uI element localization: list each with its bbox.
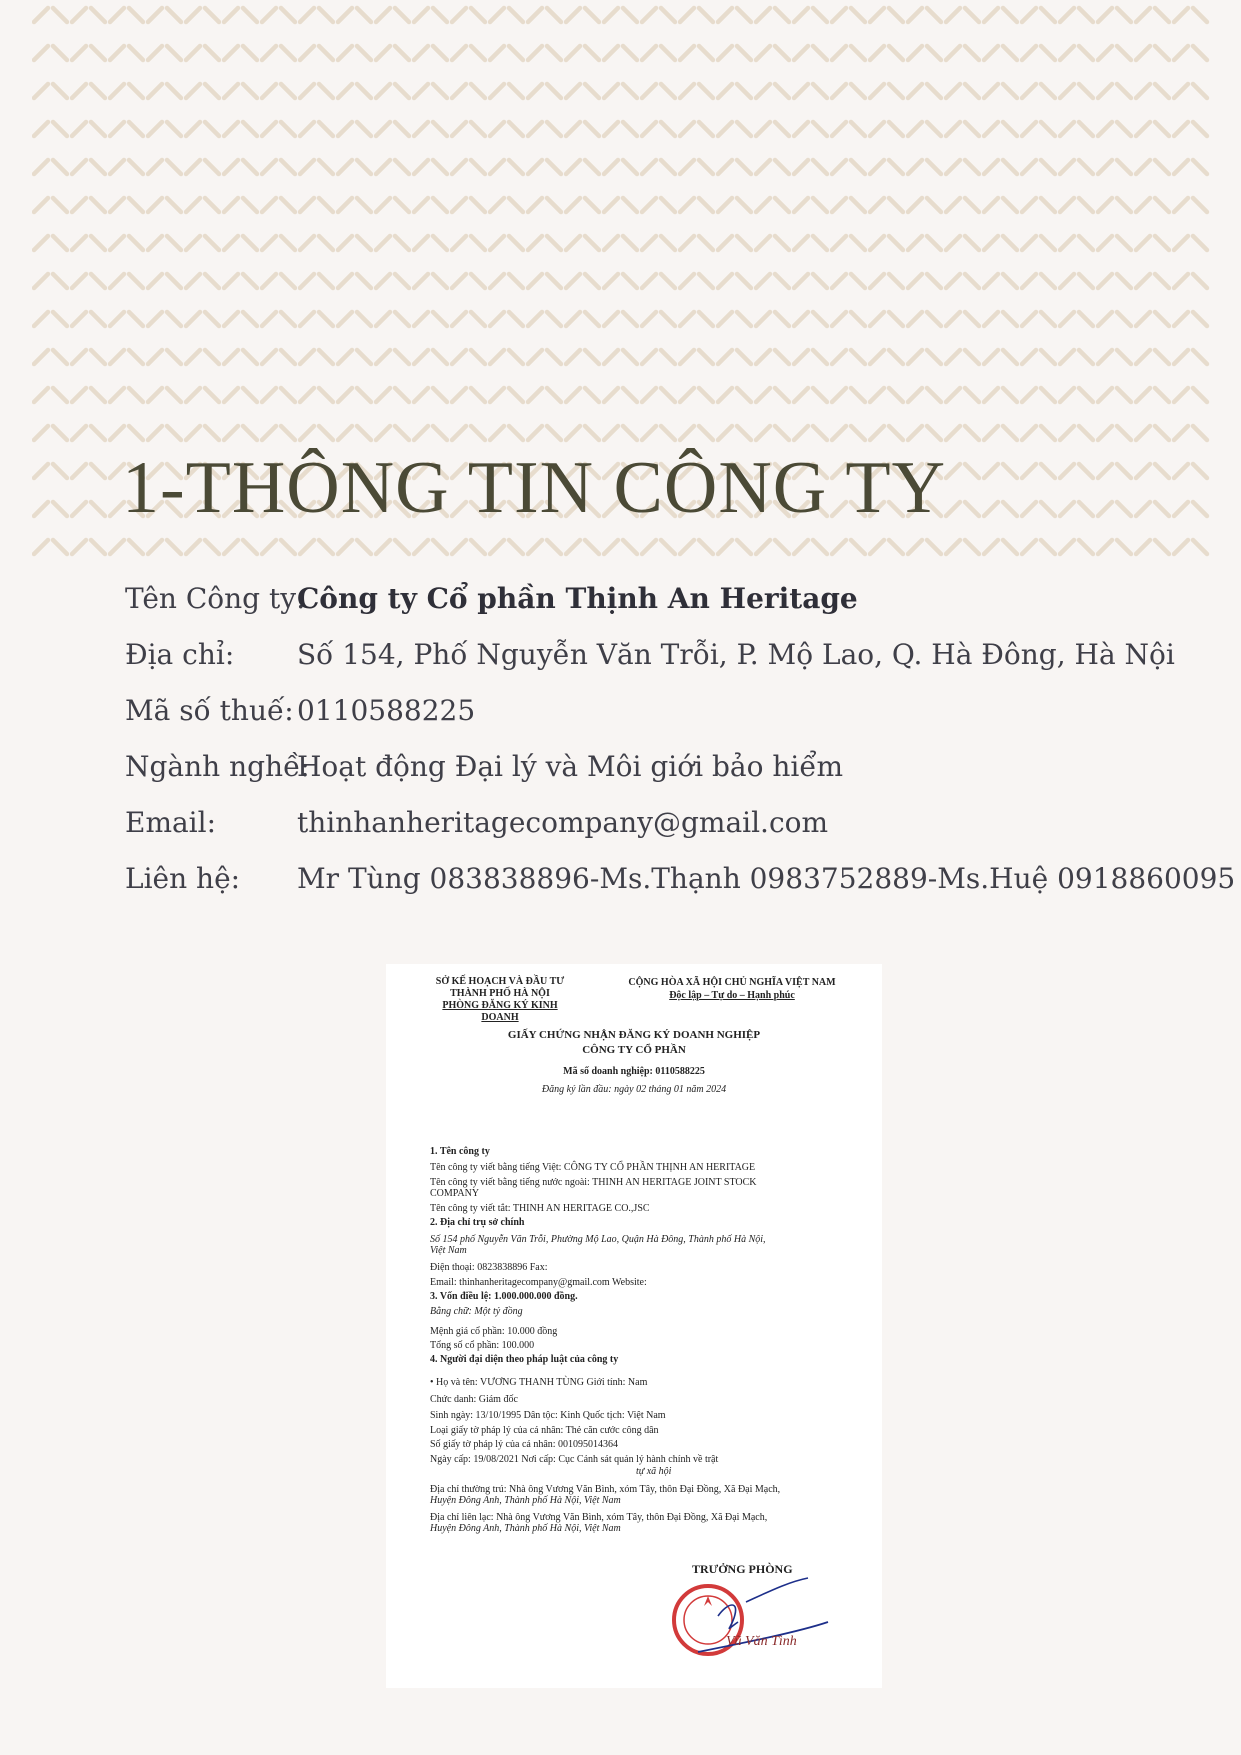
national-line: CỘNG HÒA XÃ HỘI CHỦ NGHĨA VIỆT NAM [628,977,836,988]
info-label: Mã số thuế: [125,693,294,727]
info-label: Tên Công ty: [125,581,306,615]
info-row-email [125,794,1225,850]
seal-signature-icon [668,1572,868,1672]
cert-line: Huyện Đông Anh, Thành phố Hà Nội, Việt Nam [430,1495,621,1506]
cert-line: Tổng số cổ phần: 100.000 [430,1340,535,1351]
national-line: Độc lập – Tự do – Hạnh phúc [669,990,795,1001]
cert-line: Loại giấy tờ pháp lý của cá nhân: Thẻ căn cước công dân [430,1425,659,1436]
cert-line: • Họ và tên: VƯƠNG THANH TÙNG Giới tính: Nam [430,1377,648,1388]
cert-line: Tên công ty viết bằng tiếng Việt: CÔNG TY CỔ PHẦN THỊNH AN HERITAGE [430,1162,756,1173]
certificate-issuer-header [430,976,570,1024]
title-line: CÔNG TY CỔ PHẦN [582,1044,686,1056]
info-row-company-name [125,570,1225,626]
info-label: Địa chỉ: [125,637,235,671]
cert-line: Số giấy tờ pháp lý của cá nhân: 001095014364 [430,1439,619,1450]
issuer-line: SỞ KẾ HOẠCH VÀ ĐẦU TƯ [435,976,565,987]
info-value: Mr Tùng 083838896-Ms.Thạnh 0983752889-Ms.Huệ 0918860095 [297,861,1236,895]
info-row-tax-code [125,682,1225,738]
cert-line: Chức danh: Giám đốc [430,1394,518,1405]
info-label: Liên hệ: [125,861,241,895]
info-row-industry [125,738,1225,794]
certificate-national-header [622,976,842,1002]
company-info [125,570,1236,906]
signer-title: TRƯỞNG PHÒNG [692,1562,793,1576]
cert-line: Tên công ty viết bằng tiếng nước ngoài: THINH AN HERITAGE JOINT STOCK [430,1177,757,1188]
cert-line: Tên công ty viết tắt: THINH AN HERITAGE CO.,JSC [430,1203,650,1214]
cert-line: Mệnh giá cổ phần: 10.000 đồng [430,1326,558,1337]
cert-line: Địa chỉ thường trú: Nhà ông Vương Văn Bình, xóm Tây, thôn Đại Đồng, Xã Đại Mạch, [430,1484,781,1495]
business-registration-certificate [386,964,882,1688]
cert-line: Bằng chữ: Một tỷ đồng [430,1306,523,1317]
cert-line: 2. Địa chỉ trụ sở chính [430,1217,525,1228]
cert-line: 1. Tên công ty [430,1146,490,1157]
cert-line: 4. Người đại diện theo pháp luật của công ty [430,1354,619,1365]
issuer-line: PHÒNG ĐĂNG KÝ KINH DOANH [442,1000,558,1023]
info-value: Công ty Cổ phần Thịnh An Heritage [297,581,858,615]
cert-line: Email: thinhanheritagecompany@gmail.com Website: [430,1277,647,1288]
info-label: Ngành nghề: [125,749,310,783]
first-registration-date: Đăng ký lần đầu: ngày 02 tháng 01 năm 2024 [541,1084,727,1095]
cert-line: tự xã hội [636,1466,672,1477]
cert-line: 3. Vốn điều lệ: 1.000.000.000 đồng. [430,1291,578,1302]
cert-line: Ngày cấp: 19/08/2021 Nơi cấp: Cục Cảnh sát quản lý hành chính về trật [430,1454,719,1465]
cert-line: Sinh ngày: 13/10/1995 Dân tộc: Kinh Quốc tịch: Việt Nam [430,1410,666,1421]
title-line: GIẤY CHỨNG NHẬN ĐĂNG KÝ DOANH NGHIỆP [507,1029,761,1041]
info-value: 0110588225 [297,693,476,727]
cert-line: Huyện Đông Anh, Thành phố Hà Nội, Việt Nam [430,1523,621,1534]
cert-line: Số 154 phố Nguyễn Văn Trỗi, Phường Mộ Lao, Quận Hà Đông, Thành phố Hà Nội, [430,1234,766,1245]
cert-line: Địa chỉ liên lạc: Nhà ông Vương Văn Bình, xóm Tây, thôn Đại Đồng, Xã Đại Mạch, [430,1512,768,1523]
cert-line: Việt Nam [430,1245,467,1256]
info-row-address [125,626,1225,682]
info-value: Hoạt động Đại lý và Môi giới bảo hiểm [297,749,844,783]
signer-name: Vũ Văn Tình [726,1634,797,1649]
cert-line: Điện thoại: 0823838896 Fax: [430,1262,548,1273]
cert-line: COMPANY [430,1188,480,1199]
page-title: 1-THÔNG TIN CÔNG TY [122,447,947,529]
business-code: Mã số doanh nghiệp: 0110588225 [563,1066,705,1077]
certificate-title [386,1028,882,1058]
issuer-line: THÀNH PHỐ HÀ NỘI [450,988,550,999]
info-value: thinhanheritagecompany@gmail.com [297,805,829,839]
info-row-contact [125,850,1236,906]
info-label: Email: [125,805,217,839]
info-value: Số 154, Phố Nguyễn Văn Trỗi, P. Mộ Lao, Q. Hà Đông, Hà Nội [297,637,1175,671]
